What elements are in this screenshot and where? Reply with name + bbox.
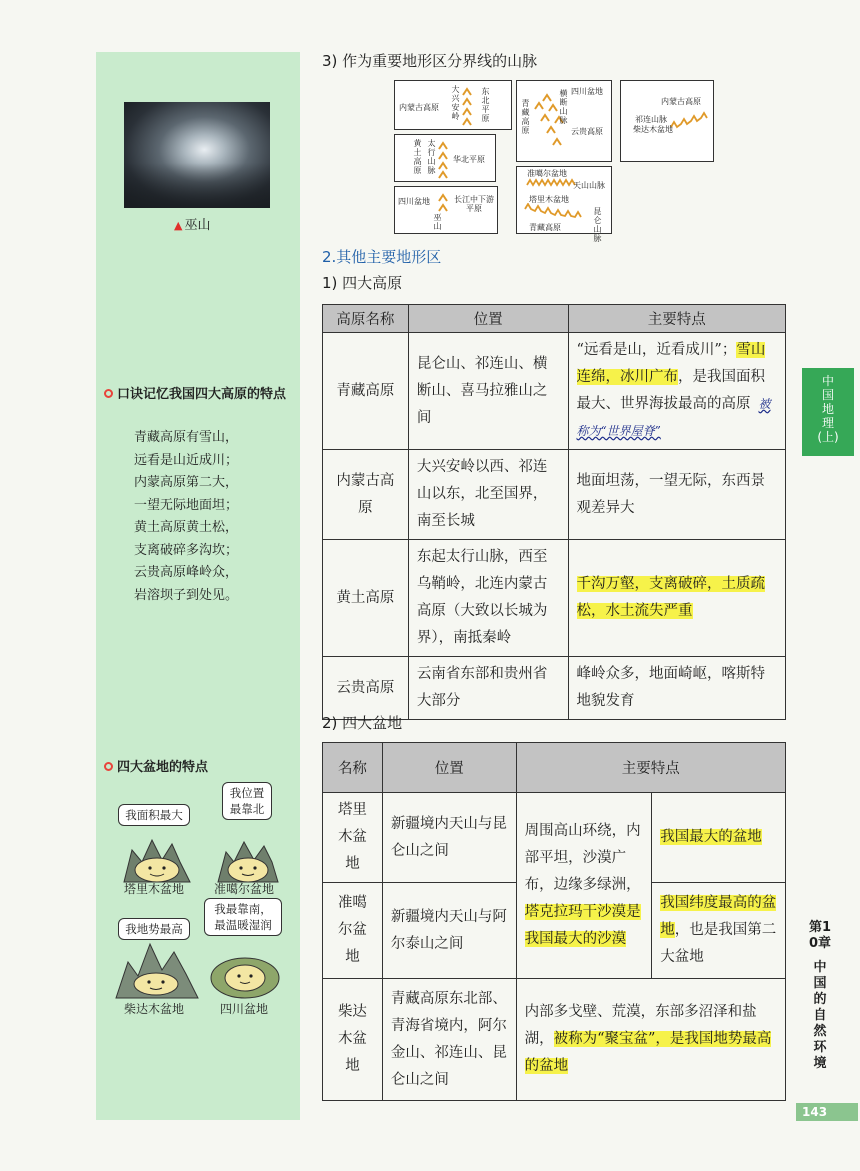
basin-position: 新疆境内天山与昆仑山之间 — [382, 793, 516, 883]
feature-highlight: 我国最大的盆地 — [660, 829, 762, 845]
map-mountain-label: 太行山脉 — [427, 139, 436, 175]
map-region-label: 四川盆地 — [571, 87, 603, 96]
map-region-label: 长江中下游平原 — [454, 195, 494, 213]
basin-features — [652, 883, 786, 979]
speech-bubble: 我位置最靠北 — [222, 782, 272, 820]
photo-caption — [174, 214, 210, 233]
map-tianshan-kunlun — [516, 166, 612, 243]
table-header: 位置 — [408, 305, 568, 333]
speech-bubble: 我地势最高 — [118, 918, 190, 940]
map-daxinganling — [394, 80, 512, 130]
plateau-features — [568, 540, 786, 657]
map-mountain-label: 祁连山脉 — [635, 115, 667, 124]
basin-name: 柴达木盆地 — [323, 979, 383, 1101]
plateau-features — [568, 333, 786, 450]
plateau-name: 青藏高原 — [323, 333, 409, 450]
page-number: 143 — [796, 1103, 858, 1121]
map-region-label: 青藏高原 — [529, 223, 561, 232]
mountain-range-icon — [437, 141, 449, 179]
table-header-row — [323, 743, 786, 793]
map-region-label: 黄土高原 — [413, 139, 422, 175]
plateau-features: 峰岭众多，地面崎岖，喀斯特地貌发育 — [568, 657, 786, 720]
qaidam-basin-cartoon-icon — [114, 940, 200, 1000]
speech-bubble: 我最靠南，最温暖湿润 — [204, 898, 282, 936]
table-header: 名称 — [323, 743, 383, 793]
feature-highlight: 塔克拉玛干沙漠是我国最大的沙漠 — [524, 904, 641, 947]
feature-text: 内部多戈壁、荒漠，东部多沼泽和盐湖， — [524, 1004, 757, 1047]
basin-feature-title — [104, 758, 294, 778]
book-tab — [802, 368, 854, 456]
table-row — [323, 333, 786, 450]
junggar-basin-cartoon-icon — [216, 832, 280, 884]
mountain-range-icon — [437, 193, 451, 213]
table-row — [323, 657, 786, 720]
table-row — [323, 979, 786, 1101]
map-region-label: 内蒙古高原 — [399, 103, 439, 112]
book-tab-title: 中国地理 — [821, 374, 834, 430]
photo-caption-text: 巫山 — [184, 218, 211, 233]
mountain-range-icon — [523, 203, 585, 221]
table-header: 主要特点 — [516, 743, 785, 793]
book-tab-subtitle: (上) — [817, 430, 839, 444]
map-mountain-label: 大兴安岭 — [451, 85, 460, 121]
handwritten-note: 被称为“世界屋脊” — [576, 397, 771, 438]
basin-label: 塔里木盆地 — [124, 882, 185, 896]
plateau-mnemonic-title-text: 口诀记忆我国四大高原的特点 — [117, 387, 287, 402]
plateau-name: 内蒙古高原 — [323, 450, 409, 540]
feature-highlight: 我国纬度最高的盆地 — [660, 895, 777, 938]
table-header-row — [323, 305, 786, 333]
map-mountain-label: 巫山 — [433, 213, 442, 231]
feature-highlight: 被称为“聚宝盆”，是我国地势最高的盆地 — [524, 1031, 772, 1074]
map-mountain-label: 横断山脉 — [559, 89, 568, 125]
chapter-marker — [808, 920, 832, 1072]
wushan-photo — [124, 102, 270, 208]
triangle-icon: ▲ — [174, 219, 183, 232]
basin-table — [322, 742, 786, 1101]
poem-line: 内蒙高原第二大， — [134, 475, 239, 490]
map-hengduan — [516, 80, 612, 162]
map-wushan — [394, 186, 498, 234]
chapter-label: 第10章 — [808, 920, 832, 951]
basin-label: 柴达木盆地 — [124, 1002, 185, 1016]
map-region-label: 内蒙古高原 — [661, 97, 701, 106]
feature-text: ，也是我国第二大盆地 — [660, 922, 777, 965]
poem-line: 黄土高原黄土松， — [134, 520, 239, 535]
feature-highlight: 千沟万壑，支离破碎，土质疏松，水土流失严重 — [576, 576, 765, 619]
mountain-range-icon — [525, 177, 579, 187]
bullet-circle-icon — [104, 389, 113, 398]
map-mountain-label: 昆仑山脉 — [593, 207, 602, 243]
basin-label: 准噶尔盆地 — [214, 882, 275, 896]
table-header: 主要特点 — [568, 305, 786, 333]
bullet-circle-icon — [104, 762, 113, 771]
plateau-name: 云贵高原 — [323, 657, 409, 720]
feature-text: “远看是山，近看成川”； — [576, 342, 737, 358]
map-qilian — [620, 80, 714, 162]
table-header: 高原名称 — [323, 305, 409, 333]
feature-text: ，是我国面积最大、世界海拔最高的高原 — [576, 369, 765, 412]
plateau-features: 地面坦荡，一望无际，东西景观差异大 — [568, 450, 786, 540]
plateau-table — [322, 304, 786, 720]
plateau-mnemonic-title — [104, 385, 294, 405]
basin-position: 新疆境内天山与阿尔泰山之间 — [382, 883, 516, 979]
map-region-label: 云贵高原 — [571, 127, 603, 136]
sidebar — [96, 52, 300, 1120]
poem-line: 一望无际地面坦； — [134, 497, 239, 513]
plateau-position: 昆仑山、祁连山、横断山、喜马拉雅山之间 — [408, 333, 568, 450]
subsection-heading: 2) 四大盆地 — [322, 714, 403, 732]
basin-features — [652, 793, 786, 883]
table-row — [323, 450, 786, 540]
poem-line: 岩溶坝子到处见。 — [134, 587, 239, 603]
plateau-position: 东起太行山脉，西至乌鞘岭，北连内蒙古高原（大致以长城为界），南抵秦岭 — [408, 540, 568, 657]
basin-name: 准噶尔盆地 — [323, 883, 383, 979]
map-mountain-label: 天山山脉 — [573, 181, 605, 190]
table-header: 位置 — [382, 743, 516, 793]
table-row — [323, 540, 786, 657]
basin-shared-features — [516, 793, 652, 979]
tarim-basin-cartoon-icon — [122, 832, 192, 884]
poem-line: 远看是山近成川； — [134, 452, 239, 468]
plateau-name: 黄土高原 — [323, 540, 409, 657]
plateau-position: 云南省东部和贵州省大部分 — [408, 657, 568, 720]
plateau-position: 大兴安岭以西、祁连山以东，北至国界，南至长城 — [408, 450, 568, 540]
subsection-heading: 1) 四大高原 — [322, 274, 403, 292]
map-region-label: 准噶尔盆地 — [527, 169, 567, 178]
map-region-label: 柴达木盆地 — [633, 125, 673, 134]
basin-name: 塔里木盆地 — [323, 793, 383, 883]
plateau-poem — [134, 427, 238, 607]
map-region-label: 东北平原 — [481, 87, 490, 123]
feature-highlight: 雪山连绵，冰川广布 — [576, 342, 766, 385]
map-region-label: 华北平原 — [453, 155, 485, 164]
poem-line: 青藏高原有雪山， — [134, 430, 239, 445]
feature-text: 周围高山环绕，内部平坦，沙漠广布，边缘多绿洲， — [524, 823, 641, 893]
poem-line: 云贵高原峰岭众， — [134, 565, 239, 580]
section-heading-blue: 2.其他主要地形区 — [322, 248, 442, 266]
speech-bubble: 我面积最大 — [118, 804, 190, 826]
basin-label: 四川盆地 — [220, 1002, 269, 1016]
basin-position: 青藏高原东北部、青海省境内，阿尔金山、祁连山、昆仑山之间 — [382, 979, 516, 1101]
map-region-label: 青藏高原 — [521, 99, 530, 135]
map-taihang — [394, 134, 496, 182]
basin-features — [516, 979, 785, 1101]
map-region-label: 四川盆地 — [398, 197, 430, 206]
mountain-range-icon — [461, 87, 475, 127]
basin-feature-title-text: 四大盆地的特点 — [117, 760, 209, 775]
table-row — [323, 793, 786, 883]
poem-line: 支离破碎多沟坎； — [134, 542, 239, 558]
chapter-title: 中国的自然环境 — [813, 960, 827, 1071]
map-region-label: 塔里木盆地 — [529, 195, 569, 204]
sichuan-basin-cartoon-icon — [208, 948, 282, 1000]
section-heading: 3) 作为重要地形区分界线的山脉 — [322, 52, 538, 70]
mountain-range-icon — [669, 109, 713, 131]
